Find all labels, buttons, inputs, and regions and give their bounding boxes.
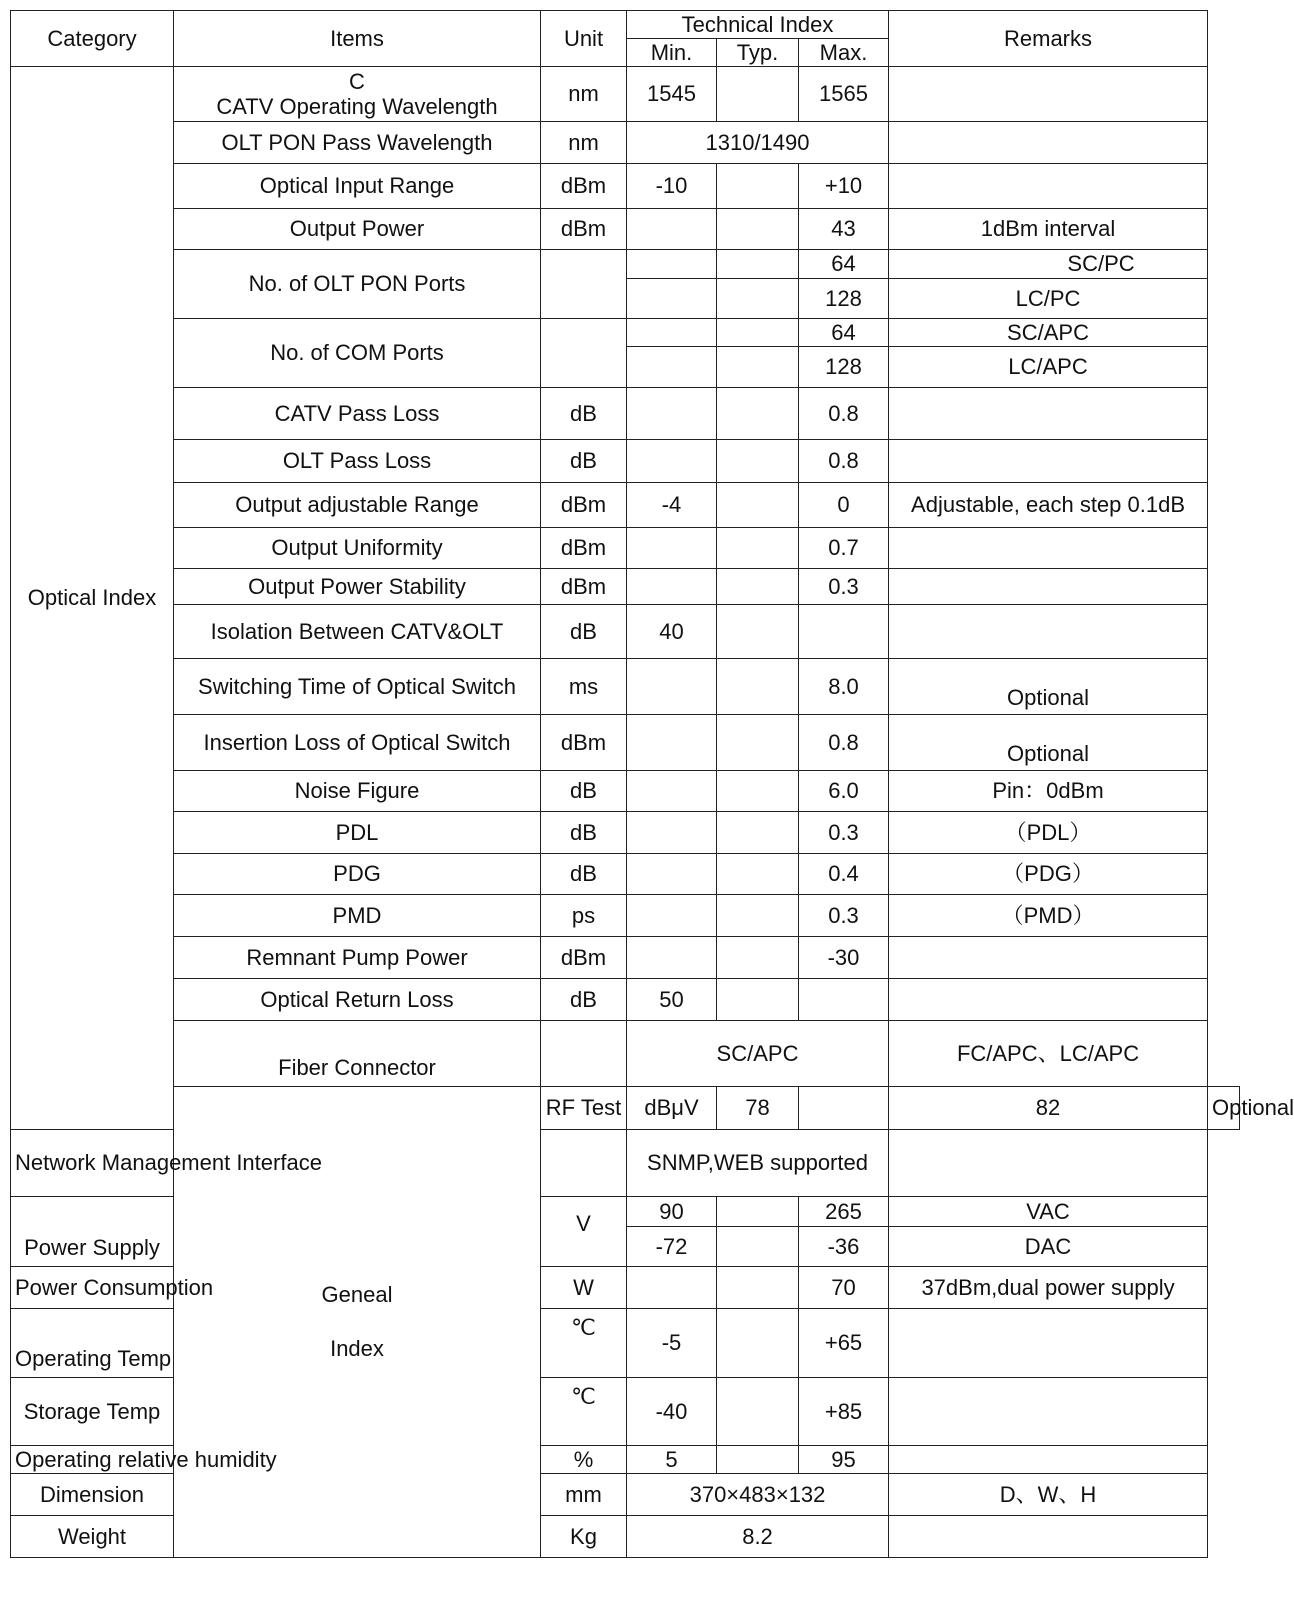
row-max: 43 (799, 209, 889, 250)
row-unit: dBm (541, 164, 627, 209)
row-item: PDG (174, 854, 541, 895)
row-min: -40 (627, 1378, 717, 1446)
table-row (11, 250, 1240, 279)
row-remarks: LC/PC (889, 279, 1208, 319)
row-remarks: LC/APC (889, 347, 1208, 388)
category-general-line2: Index (330, 1336, 384, 1361)
row-unit: dB (541, 605, 627, 659)
table-row (11, 569, 1240, 605)
row-typ (717, 528, 799, 569)
row-remarks: DAC (889, 1227, 1208, 1267)
row-unit: dBm (541, 937, 627, 979)
row-typ (717, 812, 799, 854)
row-technical-value: 1310/1490 (627, 122, 889, 164)
table-row (11, 388, 1240, 440)
table-row (11, 854, 1240, 895)
table-row (11, 715, 1240, 771)
row-max: -30 (799, 937, 889, 979)
row-remarks (889, 164, 1208, 209)
row-unit: mm (541, 1474, 627, 1516)
row-typ (717, 937, 799, 979)
row-item: Optical Return Loss (174, 979, 541, 1021)
table-row (11, 771, 1240, 812)
row-item: No. of COM Ports (174, 319, 541, 388)
row-min (627, 895, 717, 937)
row-max: 265 (799, 1197, 889, 1227)
row-unit (541, 319, 627, 388)
header-category: Category (11, 11, 174, 67)
row-min: 78 (717, 1087, 799, 1130)
row-max (799, 979, 889, 1021)
row-min (627, 1267, 717, 1309)
table-row (11, 164, 1240, 209)
table-row (11, 895, 1240, 937)
row-unit: dB (541, 979, 627, 1021)
row-item: Output Uniformity (174, 528, 541, 569)
row-remarks: Optional (889, 715, 1208, 771)
row-typ (717, 164, 799, 209)
row-unit (541, 250, 627, 319)
row-remarks (889, 937, 1208, 979)
row-item: RF Test (541, 1087, 627, 1130)
row-remarks: VAC (889, 1197, 1208, 1227)
row-typ (799, 1087, 889, 1130)
row-remarks: Optional (1208, 1087, 1240, 1130)
row-min (627, 250, 717, 279)
row-technical-value: 8.2 (627, 1516, 889, 1558)
row-max: 0 (799, 483, 889, 528)
row-remarks (889, 1130, 1208, 1197)
table-row (11, 319, 1240, 347)
row-remarks (889, 67, 1208, 122)
row-typ (717, 67, 799, 122)
row-technical-value: SC/APC (627, 1021, 889, 1087)
row-remarks: Pin：0dBm (889, 771, 1208, 812)
header-min: Min. (627, 39, 717, 67)
row-item: OLT Pass Loss (174, 440, 541, 483)
row-min: 1545 (627, 67, 717, 122)
row-item: Dimension (11, 1474, 174, 1516)
row-remarks (889, 122, 1208, 164)
row-min (627, 528, 717, 569)
row-max: +65 (799, 1309, 889, 1378)
row-typ (717, 854, 799, 895)
table-row (11, 659, 1240, 715)
header-max: Max. (799, 39, 889, 67)
row-typ (717, 659, 799, 715)
row-min: -72 (627, 1227, 717, 1267)
row-typ (717, 771, 799, 812)
row-min (627, 715, 717, 771)
row-typ (717, 1309, 799, 1378)
row-typ (717, 979, 799, 1021)
row-max: 0.4 (799, 854, 889, 895)
row-remarks: （PDG） (889, 854, 1208, 895)
row-item-line1: C (349, 68, 365, 94)
row-typ (717, 1267, 799, 1309)
row-item: Power Supply (11, 1197, 174, 1267)
row-min: 50 (627, 979, 717, 1021)
row-max: 128 (799, 279, 889, 319)
row-max: 0.3 (799, 895, 889, 937)
row-item-line2: CATV Operating Wavelength (216, 94, 498, 119)
row-remarks: 37dBm,dual power supply (889, 1267, 1208, 1309)
row-item (174, 67, 541, 122)
row-item: Output Power Stability (174, 569, 541, 605)
row-unit: ps (541, 895, 627, 937)
row-typ (717, 715, 799, 771)
table-row (11, 122, 1240, 164)
row-max: 0.8 (799, 440, 889, 483)
row-max: -36 (799, 1227, 889, 1267)
row-max (799, 605, 889, 659)
row-remarks (889, 1516, 1208, 1558)
row-min (627, 659, 717, 715)
row-remarks: Adjustable, each step 0.1dB (889, 483, 1208, 528)
row-min: 90 (627, 1197, 717, 1227)
row-min: -5 (627, 1309, 717, 1378)
table-row (11, 1087, 1240, 1130)
row-remarks (889, 528, 1208, 569)
row-item: Switching Time of Optical Switch (174, 659, 541, 715)
row-item: Network Management Interface (11, 1130, 174, 1197)
table-row (11, 1446, 1240, 1474)
row-unit: dBm (541, 569, 627, 605)
row-remarks (889, 1378, 1208, 1446)
row-remarks: Optional (889, 659, 1208, 715)
row-typ (717, 1446, 799, 1474)
row-min (627, 440, 717, 483)
row-item: Output adjustable Range (174, 483, 541, 528)
row-item: Isolation Between CATV&OLT (174, 605, 541, 659)
table-row (11, 979, 1240, 1021)
header-unit: Unit (541, 11, 627, 67)
header-technical-index: Technical Index (627, 11, 889, 39)
row-typ (717, 250, 799, 279)
row-remarks (889, 1309, 1208, 1378)
row-item: Operating Temp (11, 1309, 174, 1378)
row-remarks: （PDL） (889, 812, 1208, 854)
row-typ (717, 388, 799, 440)
row-item: PDL (174, 812, 541, 854)
row-max: 128 (799, 347, 889, 388)
row-remarks: D、W、H (889, 1474, 1208, 1516)
row-min (627, 388, 717, 440)
row-max: 8.0 (799, 659, 889, 715)
row-max: +85 (799, 1378, 889, 1446)
row-item: Optical Input Range (174, 164, 541, 209)
row-typ (717, 605, 799, 659)
row-typ (717, 483, 799, 528)
row-remarks: SC/APC (889, 319, 1208, 347)
spec-table (10, 10, 1294, 1558)
table-row (11, 605, 1240, 659)
row-unit (541, 1130, 627, 1197)
row-item: Weight (11, 1516, 174, 1558)
row-max: 82 (889, 1087, 1208, 1130)
row-unit: dB (541, 388, 627, 440)
category-general-line1: Geneal (321, 1282, 393, 1307)
row-typ (717, 1227, 799, 1267)
table-row (11, 483, 1240, 528)
row-typ (717, 347, 799, 388)
row-remarks: 1dBm interval (889, 209, 1208, 250)
row-min (627, 854, 717, 895)
table-row (11, 67, 1240, 122)
row-unit: nm (541, 122, 627, 164)
row-unit: ℃ (541, 1378, 627, 1446)
row-remarks (889, 569, 1208, 605)
row-technical-value: 370×483×132 (627, 1474, 889, 1516)
header-row (11, 11, 1240, 39)
row-remarks (889, 440, 1208, 483)
row-item: PMD (174, 895, 541, 937)
table-row (11, 937, 1240, 979)
row-unit: dBm (541, 715, 627, 771)
row-min: -4 (627, 483, 717, 528)
row-unit: % (541, 1446, 627, 1474)
row-unit: dB (541, 771, 627, 812)
row-unit: dBμV (627, 1087, 717, 1130)
row-item: Power Consumption (11, 1267, 174, 1309)
row-min (627, 771, 717, 812)
row-remarks (889, 979, 1208, 1021)
row-technical-value: SNMP,WEB supported (627, 1130, 889, 1197)
row-max: 70 (799, 1267, 889, 1309)
row-unit: ms (541, 659, 627, 715)
row-unit: dB (541, 440, 627, 483)
row-min: 40 (627, 605, 717, 659)
row-remarks (889, 388, 1208, 440)
row-unit: ℃ (541, 1309, 627, 1378)
row-min: 5 (627, 1446, 717, 1474)
row-max: 0.8 (799, 388, 889, 440)
row-item: No. of OLT PON Ports (174, 250, 541, 319)
header-remarks: Remarks (889, 11, 1208, 67)
row-typ (717, 1197, 799, 1227)
row-typ (717, 209, 799, 250)
row-typ (717, 279, 799, 319)
row-max: 0.3 (799, 569, 889, 605)
row-max: 95 (799, 1446, 889, 1474)
header-items: Items (174, 11, 541, 67)
row-max: 6.0 (799, 771, 889, 812)
row-min (627, 937, 717, 979)
row-max: 64 (799, 250, 889, 279)
row-item: Fiber Connector (174, 1021, 541, 1087)
row-max: 0.7 (799, 528, 889, 569)
row-typ (717, 1378, 799, 1446)
row-unit: W (541, 1267, 627, 1309)
table-row (11, 1021, 1240, 1087)
row-unit: dB (541, 854, 627, 895)
row-min (627, 569, 717, 605)
row-min (627, 812, 717, 854)
row-remarks (889, 605, 1208, 659)
row-unit: nm (541, 67, 627, 122)
row-item: CATV Pass Loss (174, 388, 541, 440)
table-row (11, 812, 1240, 854)
category-optical-index: Optical Index (11, 67, 174, 1130)
row-item: Operating relative humidity (11, 1446, 174, 1474)
row-unit: Kg (541, 1516, 627, 1558)
row-remarks: FC/APC、LC/APC (889, 1021, 1208, 1087)
row-min: -10 (627, 164, 717, 209)
row-max: 1565 (799, 67, 889, 122)
row-min (627, 347, 717, 388)
row-item: OLT PON Pass Wavelength (174, 122, 541, 164)
table-row (11, 528, 1240, 569)
table-row (11, 209, 1240, 250)
row-unit: dB (541, 812, 627, 854)
row-remarks: （PMD） (889, 895, 1208, 937)
row-unit: dBm (541, 483, 627, 528)
row-max: 0.8 (799, 715, 889, 771)
row-remarks: SC/PC (889, 250, 1208, 279)
row-min (627, 319, 717, 347)
table-row (11, 440, 1240, 483)
row-min (627, 279, 717, 319)
row-typ (717, 440, 799, 483)
row-max: 0.3 (799, 812, 889, 854)
row-min (627, 209, 717, 250)
row-item: Output Power (174, 209, 541, 250)
row-item: Remnant Pump Power (174, 937, 541, 979)
row-typ (717, 319, 799, 347)
row-item: Storage Temp (11, 1378, 174, 1446)
row-unit: dBm (541, 209, 627, 250)
row-unit (541, 1021, 627, 1087)
header-typ: Typ. (717, 39, 799, 67)
row-typ (717, 569, 799, 605)
row-unit: V (541, 1197, 627, 1267)
row-typ (717, 895, 799, 937)
row-max: +10 (799, 164, 889, 209)
row-remarks (889, 1446, 1208, 1474)
row-item: Noise Figure (174, 771, 541, 812)
row-max: 64 (799, 319, 889, 347)
row-item: Insertion Loss of Optical Switch (174, 715, 541, 771)
row-unit: dBm (541, 528, 627, 569)
